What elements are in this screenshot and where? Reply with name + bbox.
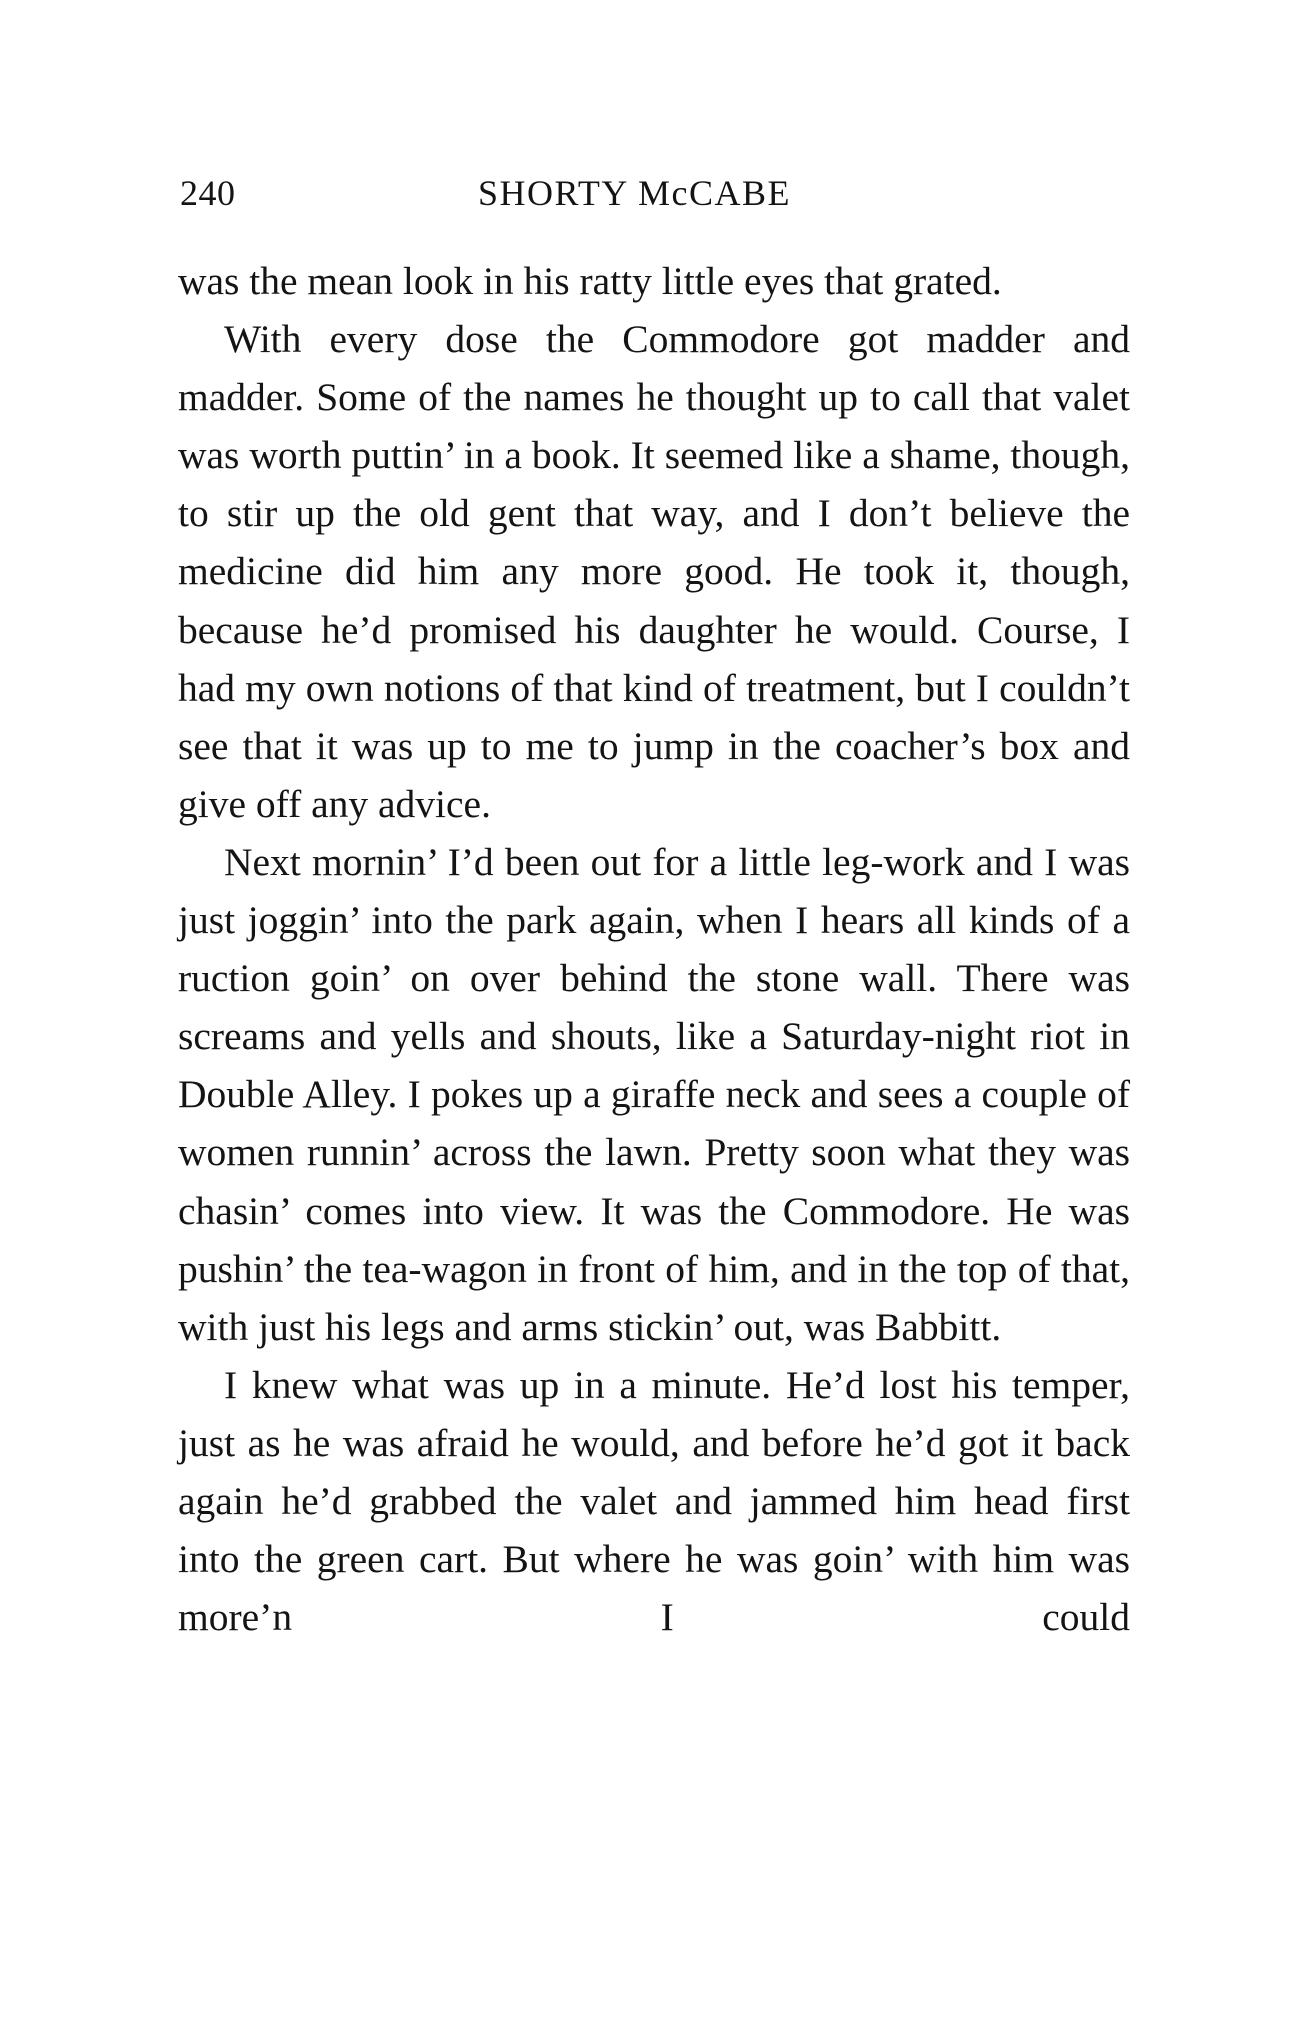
paragraph: With every dose the Commodore got madder and madder. Some of the names he thought up to call that valet was worth puttin’ in a book. It seemed like a shame, though, to stir up the old gent that way, and I don’t believe the medicine did him any more good. He took it, though, because he’d promised his daughter he would. Course, I had my own notions of that kind of treatment, but I couldn’t see that it was up to me to jump in the coacher’s box and give off any advice. bbox=[178, 317, 1130, 826]
paragraph-continued: was the mean look in his ratty little eyes that grated. bbox=[178, 259, 1002, 303]
running-head bbox=[180, 172, 1130, 222]
running-title: SHORTY McCABE bbox=[478, 173, 792, 213]
page-number: 240 bbox=[180, 173, 236, 213]
body-text bbox=[178, 252, 1130, 1646]
paragraph: Next mornin’ I’d been out for a little leg-work and I was just joggin’ into the park again, when I hears all kinds of a ruction goin’ on over behind the stone wall. There was screams and yells and shouts, like a Saturday-night riot in Double Alley. I pokes up a giraffe neck and sees a couple of women runnin’ across the lawn. Pretty soon what they was chasin’ comes into view. It was the Commodore. He was pushin’ the tea-wagon in front of him, and in the top of that, with just his legs and arms stickin’ out, was Babbitt. bbox=[178, 839, 1130, 1349]
paragraph-continues: I knew what was up in a minute. He’d lost his temper, just as he was afraid he would, and before he’d got it back again he’d grabbed the valet and jammed him head first into the green cart. But where he was goin’ with him was more’n I could bbox=[178, 1362, 1130, 1640]
